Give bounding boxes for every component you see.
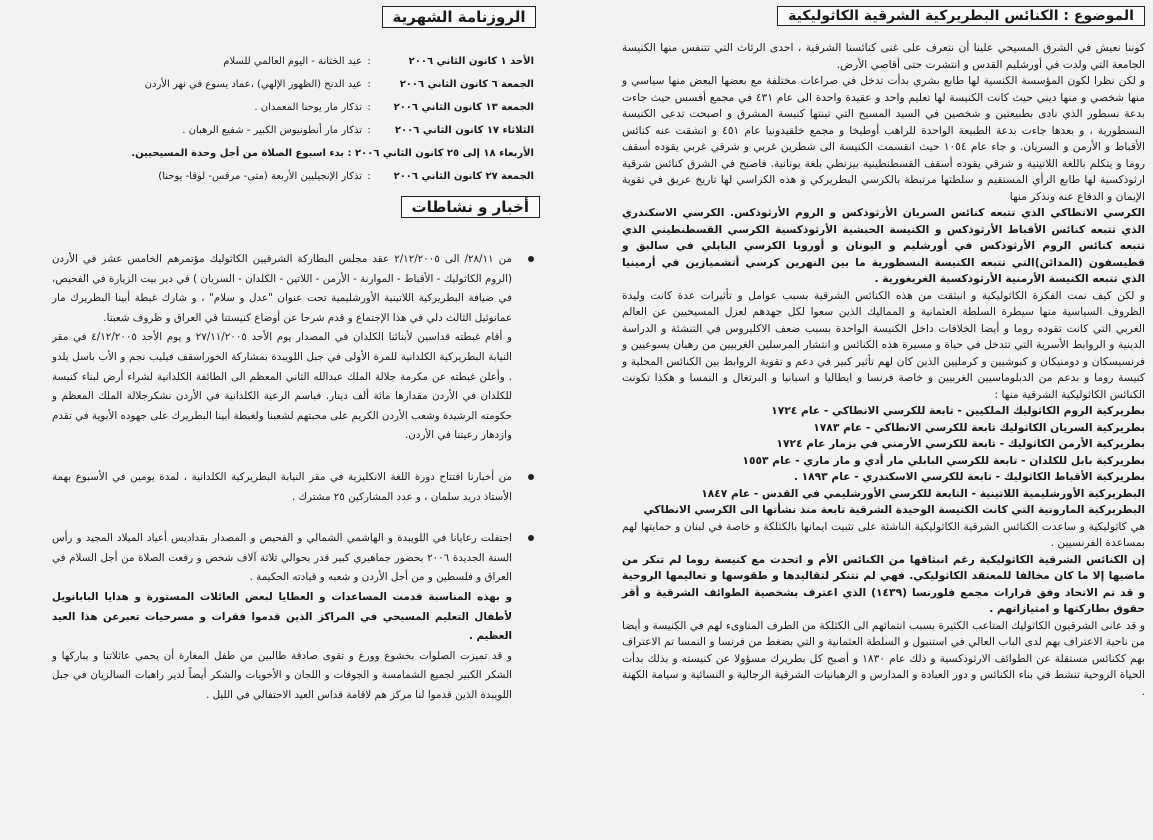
article-title: الموضوع : الكنائس البطريركية الشرقية الكاثوليكية xyxy=(777,6,1145,26)
calendar-date: الجمعة ١٣ كانون الثاني ٢٠٠٦ xyxy=(393,102,534,113)
calendar-row: الثلاثاء ١٧ كانون الثاني ٢٠٠٦ : تذكار مار أنطونيوس الكبير - شفيع الرهبان . xyxy=(54,119,534,142)
calendar-row: الجمعة ٦ كانون الثاني ٢٠٠٦ : عيد الدنح (الظهور الإلهي) ،عماد يسوع في نهر الأردن xyxy=(54,73,534,96)
calendar-event: عيد الدنح (الظهور الإلهي) ،عماد يسوع في نهر الأردن xyxy=(144,79,362,90)
calendar-title: الروزنامة الشهرية xyxy=(382,6,537,28)
calendar-list xyxy=(54,50,534,188)
bullet-icon xyxy=(528,474,534,480)
news-paragraph: و بهذه المناسبة قدمت المساعدات و العطايا لبعض العائلات المستورة و هدايا البابانويل لأطفال التعليم المسيحي في المراكز الذين قدموا فقرات و مسرحيات تعبرعن هذا العيد العظيم . xyxy=(52,590,512,643)
patriarchate-item: بطريركية الأقباط الكاثوليك - تابعة للكرسي الاسكندري - عام ١٨٩٣ . xyxy=(793,470,1145,483)
patriarchate-item: البطريركية الأورشليمية اللاتينية - التابعة للكرسي الأورشليمي في القدس - عام ١٨٤٧ xyxy=(701,486,1145,500)
news-item xyxy=(52,529,540,705)
patriarchate-item: بطريركية السريان الكاثوليك تابعة للكرسي الانطاكي - عام ١٧٨٣ xyxy=(813,420,1145,434)
news-paragraph: و أقام غبطته قداسين لأبنائنا الكلدان في المصدار يوم الأحد ٢٧/١١/٢٠٠٥ و يوم الأحد ٤/١٢/٢٠٠٥ في مقر النيابة البطريركية الكلدانية للمرة الأولى في جبل اللويبدة بمشاركة الخوراسقف فيليب نجم و الأب باسل يلدو . وأعلن غبطته عن مكرمة جلالة الملك عبدالله الثاني المعظم الى الطائفة الكلدانية لشراء أرض لبناء كنيسة للكلدان في الأردن مقدارها مائة ألف دينار. فباسم الرعية الكلدانية في الأردن نشكرجلالة الملك المعظم و حكومته الرشيدة وشعب الأردن الكريم على محبتهم لشعبنا ولغبطة أبينا البطريرك على جهوده الأبوية في تقدم وازدهار رعيتنا في الأردن. xyxy=(52,331,512,442)
news-paragraph: و قد تميزت الصلوات بخشوع وورع و تقوى صادقة طالبين من طفل المغارة أن يحمي عائلاتنا و يباركها و الشكر الكبير لجميع الشمامسة و الجوقات و اللجان و الأخويات والشكر أيضاً لدير راهبات السالزيان في جبل اللويبدة الذين قدموا لنا مركز هم لاقامة قداس العيد الاحتفالي في الليل . xyxy=(52,649,512,701)
patriarchate-item: البطريركية المارونية التي كانت الكنيسة الوحيدة الشرقية تابعة منذ نشأتها الى الكرسي الانطاكي xyxy=(643,503,1145,516)
patriarchate-item: بطريركية بابل للكلدان - تابعة للكرسي البابلي مار أدي و مار ماري - عام ١٥٥٣ xyxy=(742,453,1145,467)
news-paragraph: احتفلت رعايانا في اللويبدة و الهاشمي الشمالي و الفحيص و المصدار بقداديس أعياد الميلاد المجيد و رأس السنة الجديدة ٢٠٠٦ بحضور جماهيري كبير قدر بحوالي ثلاثة آلاف شخص و رفعت الصلاة من أجل السلام في العراق و فلسطين و من أجل الأردن و شعبه و قيادته الحكيمة . xyxy=(52,532,513,584)
article-body xyxy=(622,40,1145,700)
article-paragraph: كوننا نعيش في الشرق المسيحي علينا أن نتعرف على غنى كنائسنا الشرقية ، احدى الرئاث التي تتنفس منها الكنيسة الجامعة التي ولدت في أورشليم القدس و انتشرت حتى أقاصي الأرض. xyxy=(622,41,1145,71)
calendar-row: الأحد ١ كانون الثاني ٢٠٠٦ : عيد الختانة - اليوم العالمي للسلام xyxy=(54,50,534,73)
sidebar-column xyxy=(52,0,540,840)
calendar-date: الجمعة ٢٧ كانون الثاني ٢٠٠٦ xyxy=(393,171,534,182)
patriarchate-item: بطريركية الروم الكاثوليك الملكيين - تابعة للكرسي الانطاكي - عام ١٧٢٤ xyxy=(771,404,1145,417)
calendar-date: الجمعة ٦ كانون الثاني ٢٠٠٦ xyxy=(399,79,534,90)
bullet-icon xyxy=(528,256,534,262)
news-list xyxy=(52,250,540,727)
article-paragraph: و لكن نظرا لكون المؤسسة الكنسية لها طابع بشري بدأت تدخل في صراعات مختلفة مع بعضها البعض منها سياسي و منها شخصي و منها ديني حيث كانت الكنيسة لها تعليم واحد و عقيدة واحدة الى عام ٤٣١ في مجمع أفسس حيث جاءت بدعة نسطور الذي نادى بطبيعتين و شخصين في السيد المسيح التي تبنتها كنيسة المشرق و اصبحت تدعى الكنيسة النسطورية ، و بعدها جاءت بدعة الطبيعة الواحدة للراهب أوطيخا و مجمع خلقيدونيا عام ٤٥١ و انشقت عنه كنائس الأقباط و الأرمن و السريان. و جاء عام ١٠٥٤ حيث انقسمت الكنيسة الى شطرين غربي و شرقي غربي يقوده أسقف روما و يتكلم باللغة اللاتينية و شرقي يقوده أسقف القسطنطينية بيزنطي بلغة يونانية. فاصبح في الشرق كنائس شرقية ارثوذكسية لها طابع الرأي المستقيم و سلطتها مرتبطة بالكرسي البطريركي و هذه الكراسي لها تاريخ عريق في تقوية الإيمان و الدفاع عنه ونذكر منها xyxy=(622,74,1145,203)
patriarchate-item: بطريركية الأرمن الكاثوليك - تابعة للكرسي الأرمني في بزمار عام ١٧٢٤ xyxy=(776,437,1145,450)
news-item xyxy=(52,250,540,446)
calendar-event: عيد الختانة - اليوم العالمي للسلام xyxy=(223,56,362,67)
calendar-date: الأحد ١ كانون الثاني ٢٠٠٦ xyxy=(408,56,534,67)
article-paragraph: هي كاثوليكية و ساعدت الكنائس الشرقية الكاثوليكية الناشئة على تثبيت ايمانها بالكثلكة و خاصة في لبنان و حمايتها لهم بمساعدة الفرنسيين . xyxy=(622,519,1145,549)
calendar-event: تذكار الإنجيليين الأربعة (متى- مرقس- لوقا- يوحنا) xyxy=(158,171,362,182)
calendar-row: الجمعة ٢٧ كانون الثاني ٢٠٠٦ : تذكار الإنجيليين الأربعة (متى- مرقس- لوقا- يوحنا) xyxy=(54,165,534,188)
calendar-date: الثلاثاء ١٧ كانون الثاني ٢٠٠٦ xyxy=(394,125,534,136)
calendar-row: الجمعة ١٣ كانون الثاني ٢٠٠٦ : تذكار مار يوحنا المعمدان . xyxy=(54,96,534,119)
calendar-week-row: الأربعاء ١٨ إلى ٢٥ كانون الثاني ٢٠٠٦ : بدء اسبوع الصلاة من أجل وحدة المسيحيين. xyxy=(131,148,534,159)
news-paragraph: من أخبارنا افتتاح دورة اللغة الانكليزية في مقر النيابة البطريركية الكلدانية ، لمدة يومين في الأسبوع بهمة الأستاذ دريد سلمان ، و عدد المشاركين ٢٥ مشترك . xyxy=(52,470,512,503)
article-paragraph: و لكن كيف نمت الفكرة الكاثوليكية و انبثقت من هذه الكنائس الشرقية بسبب عوامل و تأثيرات عدة كانت وليدة الظروف السياسية منها سيطرة السلطة العثمانية و المماليك الذين سعوا لكل جهدهم لعزل المسيحيين عن العالم الغربي التي كانت تقوده روما و أيضا الخلافات داخل الكنيسة الواحدة بسبب ضعف الاكليروس في التنشئة و الدراسة الدينية و الروابط الأسرية التي تتدخل في حياة و مسيرة هذه الكنائس و انتشار المرسلين الغربيين من رهبان يسوعيين و فرنسيسكان و دومنيكان و كبوشيين و كرمليين الذين كان لهم تأثير كبير في دعم و تقوية الروابط بين الكنائس المحلية و كنيسة روما و بدعم من الدبلوماسيين الغربيين و خاصة فرنسا و ايطاليا و اسبانيا و البرتغال و النمسا و هكذا تكونت الكنائس الكاثوليكية الشرقية منها : xyxy=(622,288,1145,401)
article-column xyxy=(622,0,1145,840)
calendar-event: تذكار مار أنطونيوس الكبير - شفيع الرهبان . xyxy=(182,125,362,136)
news-title: أخبار و نشاطات xyxy=(401,196,540,218)
news-paragraph: من ٢٨/١١/ الى ٢/١٢/٢٠٠٥ عقد مجلس البطاركة الشرقيين الكاثوليك مؤتمرهم الخامس عشر في الأردن (الروم الكاثوليك - الأقباط - الموارنة - الأرمن - اللاتين - الكلدان - السريان ) في دير بيت الزيارة في الفحيص، في ضيافة البطريركية اللاتينية الأورشليمية تحت عنوان "عدل و سلام" ، و شارك غبطة أبينا البطريرك مار عمانوئيل الثالث دلي في هذا الإجتماع و قدم شرحا عن أوضاع كنيستنا في العراق و ظروف شعبنا. xyxy=(52,253,512,324)
bullet-icon xyxy=(528,535,534,541)
article-paragraph: إن الكنائس الشرقية الكاثوليكية رغم انبثاقها من الكنائس الأم و اتحدت مع كنيسة روما لم تنكر من ماضيها إلا ما كان مخالفا للمعتقد الكاثوليكي. فهي لم تتنكر لتقاليدها و طقوسها و تعاليمها الروحية و قد تم الاتحاد وفق قرارات مجمع فلورنسا (١٤٣٩) الذي اعترف بشخصية الطوائف الشرقية و أقر حقوق بطاركتها و امتيازاتهم . xyxy=(622,552,1145,615)
article-paragraph: الكرسي الانطاكي الذي تتبعه كنائس السريان الأرثوذكس و الروم الأرثوذكس. الكرسي الاسكندري الذي تتبعه كنائس الأقباط الأرثوذكس و الكنيسة الحبشية الأرثوذكسية الكرسي القسطنطيني الذي تتبعه كنائس الروم الأرثوذكس في أورشليم و اليونان و أوروبا الكرسي البابلي في سالبق و قطيسفون (المدائن)التي تتبعه الكنيسة النسطورية ما بين النهرين كرسي أتشميازين في أرمينيا الذي تتبعه الكنيسة الأرمنية الأرثوذكسية الغريغورية . xyxy=(622,206,1145,285)
news-item xyxy=(52,468,540,507)
article-paragraph: و قد عانى الشرقيون الكاثوليك المتاعب الكثيرة بسبب انتمائهم الى الكثلكة من الطرف المناوىء لهم في الكنيسة و أيضا من ناحية الاعتراف بهم لدى الباب العالي في استنبول و السلطة العثمانية و التي بضغط من فرنسا و النمسا تم الاعتراف بهم ككنائس مستقلة عن الطوائف الارثوذكسية و ذلك عام ١٨٣٠ و أصبح كل بطريرك مسؤولا عن كنيسته و بذلك بدأت الحياة الروحية تنشط في بناء الكنائس و دور العبادة و المدارس و الرهبانيات الشرقية الرجالية و النسائية و سيامة الكهنة . xyxy=(622,618,1145,698)
calendar-event: تذكار مار يوحنا المعمدان . xyxy=(254,102,362,113)
